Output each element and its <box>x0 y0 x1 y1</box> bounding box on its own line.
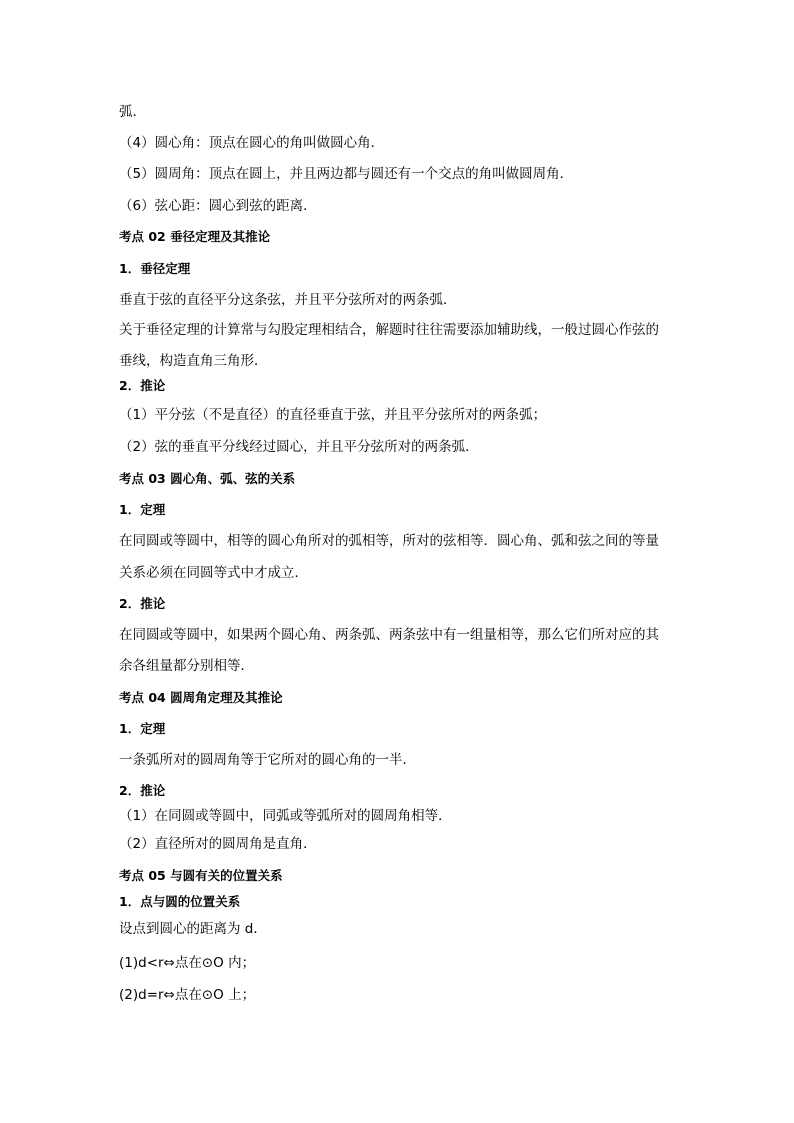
text-line-point-on: (2)d=r⇔点在⊙O 上； <box>119 987 256 1003</box>
text-line-corollary-04-1: （1）在同圆或等圆中，同弧或等弧所对的圆周角相等． <box>119 808 452 824</box>
section-heading-05: 考点 05 与圆有关的位置关系 <box>119 868 283 883</box>
subheading-theorem-03: 1．定理 <box>119 502 166 517</box>
text-line-theorem-statement: 垂直于弦的直径平分这条弦，并且平分弦所对的两条弧． <box>119 292 457 308</box>
text-line-central-angle: （4）圆心角：顶点在圆心的角叫做圆心角． <box>119 135 385 151</box>
section-heading-04: 考点 04 圆周角定理及其推论 <box>119 690 283 705</box>
text-line-corollary-02-1: （1）平分弦（不是直径）的直径垂直于弦，并且平分弦所对的两条弧； <box>119 407 547 423</box>
text-line-theorem-03-1: 在同圆或等圆中，相等的圆心角所对的弧相等，所对的弦相等．圆心角、弧和弦之间的等量 <box>119 533 659 549</box>
text-line-distance-definition: 设点到圆心的距离为 d． <box>119 921 267 937</box>
text-line-arc-continued: 弧． <box>119 104 146 120</box>
subheading-theorem-04: 1．定理 <box>119 721 166 736</box>
text-line-chord-distance: （6）弦心距：圆心到弦的距离． <box>119 198 317 214</box>
text-line-corollary-03-2: 余各组量都分别相等． <box>119 658 254 674</box>
section-heading-03: 考点 03 圆心角、弧、弦的关系 <box>119 471 296 486</box>
text-line-corollary-02-2: （2）弦的垂直平分线经过圆心，并且平分弦所对的两条弧． <box>119 439 479 455</box>
text-line-corollary-03-1: 在同圆或等圆中，如果两个圆心角、两条弧、两条弦中有一组量相等，那么它们所对应的其 <box>119 627 659 643</box>
text-line-theorem-04: 一条弧所对的圆周角等于它所对的圆心角的一半． <box>119 752 416 768</box>
text-line-inscribed-angle: （5）圆周角：顶点在圆上，并且两边都与圆还有一个交点的角叫做圆周角． <box>119 166 574 182</box>
subheading-perpendicular-diameter-theorem: 1．垂径定理 <box>119 261 191 276</box>
section-heading-02: 考点 02 垂径定理及其推论 <box>119 229 271 244</box>
subheading-corollary-03: 2．推论 <box>119 596 166 611</box>
subheading-point-circle-position: 1．点与圆的位置关系 <box>119 894 241 909</box>
text-line-point-inside: (1)d<r⇔点在⊙O 内； <box>119 955 256 971</box>
text-line-theorem-03-2: 关系必须在同圆等式中才成立． <box>119 565 308 581</box>
text-line-theorem-note-1: 关于垂径定理的计算常与勾股定理相结合，解题时往往需要添加辅助线，一般过圆心作弦的 <box>119 322 659 338</box>
text-line-corollary-04-2: （2）直径所对的圆周角是直角． <box>119 836 317 852</box>
subheading-corollary-02: 2．推论 <box>119 378 166 393</box>
subheading-corollary-04: 2．推论 <box>119 783 166 798</box>
text-line-theorem-note-2: 垂线，构造直角三角形． <box>119 353 268 369</box>
